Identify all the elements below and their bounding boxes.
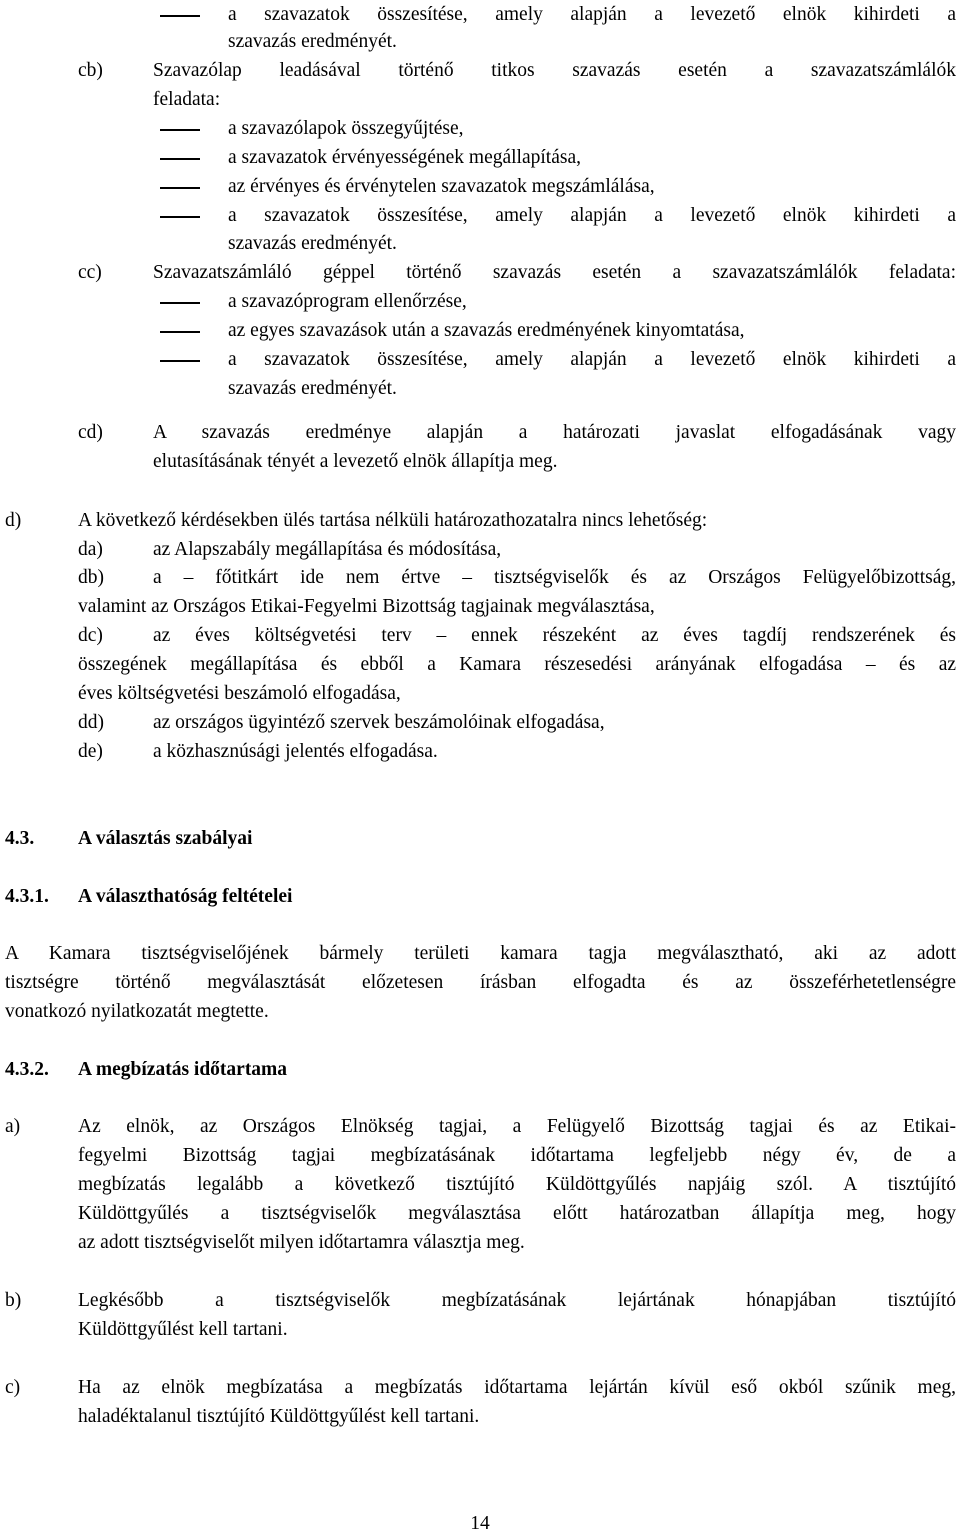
section-title: A megbízatás időtartama — [78, 1059, 288, 1080]
list-item: a szavazóprogram ellenőrzése, — [228, 291, 467, 312]
list-item: a szavazatok összesítése, amely alapján a levezető elnök kihirdeti a — [228, 349, 956, 370]
dash-bullet — [160, 216, 200, 218]
a-text: megbízatás legalább a következő tisztújító Küldöttgyűlés napjáig szól. A tisztújító — [78, 1174, 956, 1195]
dash-bullet — [160, 15, 200, 17]
list-item-cont: szavazás eredményét. — [228, 233, 397, 254]
cd-text-cont: elutasításának tényét a levezető elnök állapítja meg. — [153, 451, 558, 472]
db-text: a – főtitkárt ide nem értve – tisztségviselők és az Országos Felügyelőbizottság, — [153, 567, 956, 588]
dash-bullet — [160, 187, 200, 189]
dc-text: az éves költségvetési terv – ennek részeként az éves tagdíj rendszerének és — [153, 625, 956, 646]
b-text: Legkésőbb a tisztségviselők megbízatásának lejártának hónapjában tisztújító — [78, 1290, 956, 1311]
dash-bullet — [160, 302, 200, 304]
a-text: Az elnök, az Országos Elnökség tagjai, a Felügyelő Bizottság tagjai és az Etikai- — [78, 1116, 956, 1137]
dd-text: az országos ügyintéző szervek beszámolóinak elfogadása, — [153, 712, 605, 733]
item-label-b: b) — [5, 1290, 22, 1311]
item-label-cb: cb) — [78, 60, 103, 81]
list-item-cont: szavazás eredményét. — [228, 378, 397, 399]
list-item: a szavazatok összesítése, amely alapján a levezető elnök kihirdeti a — [228, 205, 956, 226]
dc-text-cont: éves költségvetési beszámoló elfogadása, — [78, 683, 401, 704]
list-item: a szavazólapok összegyűjtése, — [228, 118, 464, 139]
section-title: A választás szabályai — [78, 828, 253, 849]
section-number: 4.3. — [5, 828, 35, 849]
cb-intro: Szavazólap leadásával történő titkos szavazás esetén a szavazatszámlálók — [153, 60, 956, 81]
list-item: az érvényes és érvénytelen szavazatok megszámlálása, — [228, 176, 655, 197]
dash-bullet — [160, 129, 200, 131]
c-text: Ha az elnök megbízatása a megbízatás időtartama lejártán kívül eső okból szűnik meg, — [78, 1377, 956, 1398]
list-item-line: a szavazatok összesítése, amely alapján a levezető elnök kihirdeti a — [228, 4, 956, 25]
cc-intro: Szavazatszámláló géppel történő szavazás esetén a szavazatszámlálók feladata: — [153, 262, 956, 283]
a-text: fegyelmi Bizottság tagjai megbízatásának időtartama legfeljebb négy év, de a — [78, 1145, 956, 1166]
section-number: 4.3.1. — [5, 886, 49, 907]
dash-bullet — [160, 331, 200, 333]
cb-intro-cont: feladata: — [153, 89, 221, 110]
list-item: az egyes szavazások után a szavazás eredményének kinyomtatása, — [228, 320, 745, 341]
de-text: a közhasznúsági jelentés elfogadása. — [153, 741, 438, 762]
item-label-c: c) — [5, 1377, 21, 1398]
a-text: Küldöttgyűlés a tisztségviselők megválasztása előtt határozatban állapítja meg, hogy — [78, 1203, 956, 1224]
paragraph-line: vonatkozó nyilatkozatát megtette. — [5, 1001, 269, 1022]
a-text: az adott tisztségviselőt milyen időtartamra választja meg. — [78, 1232, 525, 1253]
item-label-d: d) — [5, 510, 22, 531]
dc-text-cont: összegének megállapítása és ebből a Kamara részesedési arányának elfogadása – és az — [78, 654, 956, 675]
page-number: 14 — [470, 1513, 490, 1534]
item-label-cd: cd) — [78, 422, 103, 443]
item-label-cc: cc) — [78, 262, 102, 283]
d-intro: A következő kérdésekben ülés tartása nélküli határozathozatalra nincs lehetőség: — [78, 510, 708, 531]
item-label-da: da) — [78, 539, 103, 560]
dash-bullet — [160, 158, 200, 160]
item-label-a: a) — [5, 1116, 21, 1137]
section-title: A választhatóság feltételei — [78, 886, 293, 907]
list-item-line: szavazás eredményét. — [228, 31, 397, 52]
list-item: a szavazatok érvényességének megállapítása, — [228, 147, 581, 168]
db-text-cont: valamint az Országos Etikai-Fegyelmi Bizottság tagjainak megválasztása, — [78, 596, 655, 617]
item-label-de: de) — [78, 741, 103, 762]
item-label-db: db) — [78, 567, 104, 588]
c-text: haladéktalanul tisztújító Küldöttgyűlést kell tartani. — [78, 1406, 480, 1427]
b-text: Küldöttgyűlést kell tartani. — [78, 1319, 288, 1340]
section-number: 4.3.2. — [5, 1059, 49, 1080]
item-label-dc: dc) — [78, 625, 103, 646]
item-label-dd: dd) — [78, 712, 104, 733]
dash-bullet — [160, 360, 200, 362]
paragraph-line: tisztségre történő megválasztását előzetesen írásban elfogadta és az összeférhetetlenségre — [5, 972, 956, 993]
paragraph-line: A Kamara tisztségviselőjének bármely területi kamara tagja megválasztható, aki az adott — [5, 943, 956, 964]
cd-text: A szavazás eredménye alapján a határozati javaslat elfogadásának vagy — [153, 422, 956, 443]
da-text: az Alapszabály megállapítása és módosítása, — [153, 539, 502, 560]
